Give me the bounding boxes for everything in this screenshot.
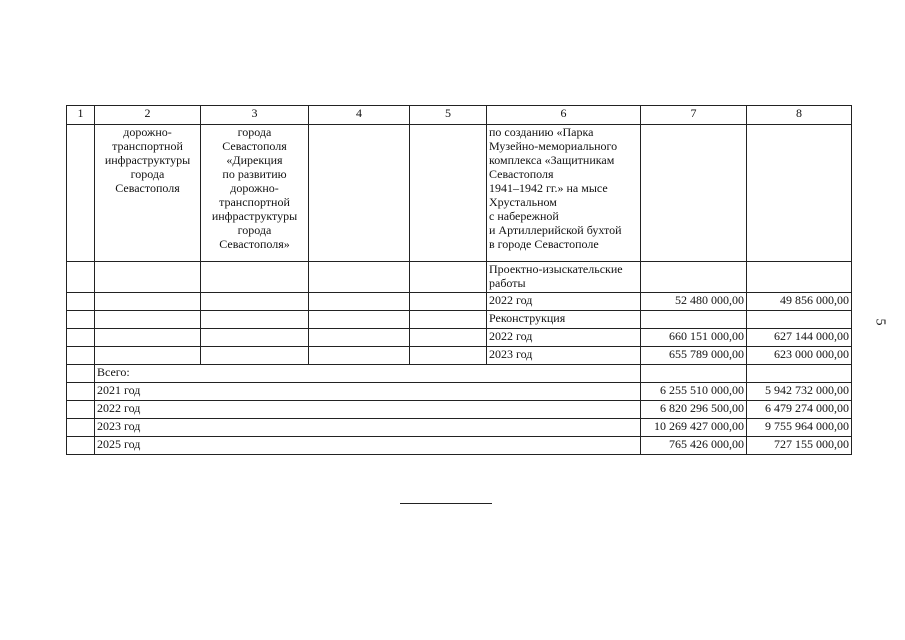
header-col-3: 3 xyxy=(201,106,309,125)
header-col-6: 6 xyxy=(487,106,641,125)
sub-row-col8 xyxy=(747,262,852,293)
total-col7: 6 255 510 000,00 xyxy=(641,383,747,401)
main-row-col8 xyxy=(747,125,852,262)
sub-row-label: 2022 год xyxy=(487,329,641,347)
sub-row-col8 xyxy=(747,311,852,329)
sub-row-col8: 49 856 000,00 xyxy=(747,293,852,311)
sub-row-col8: 623 000 000,00 xyxy=(747,347,852,365)
sub-row-label: 2022 год xyxy=(487,293,641,311)
sub-row-col7 xyxy=(641,311,747,329)
sub-row-col8: 627 144 000,00 xyxy=(747,329,852,347)
sub-row-col7: 52 480 000,00 xyxy=(641,293,747,311)
header-col-7: 7 xyxy=(641,106,747,125)
main-row-col5 xyxy=(410,125,487,262)
executor-cell: города Севастополя «Дирекция по развитию дорожно- транспортной инфраструктуры города Севастополя» xyxy=(201,125,309,262)
total-label: Всего: xyxy=(95,365,641,383)
header-col-2: 2 xyxy=(95,106,201,125)
total-year: 2022 год xyxy=(95,401,641,419)
total-row xyxy=(67,383,852,401)
header-col-1: 1 xyxy=(67,106,95,125)
total-col7: 765 426 000,00 xyxy=(641,437,747,455)
main-row-col1 xyxy=(67,125,95,262)
table-row xyxy=(67,329,852,347)
main-row xyxy=(67,125,852,262)
sub-row-col7: 660 151 000,00 xyxy=(641,329,747,347)
main-row-col7 xyxy=(641,125,747,262)
customer-cell: дорожно- транспортной инфраструктуры города Севастополя xyxy=(95,125,201,262)
total-col7: 10 269 427 000,00 xyxy=(641,419,747,437)
header-col-8: 8 xyxy=(747,106,852,125)
total-row xyxy=(67,437,852,455)
page-number: 5 xyxy=(872,318,888,326)
sub-row-label: Реконструкция xyxy=(487,311,641,329)
object-name-cell: по созданию «Парка Музейно-мемориального комплекса «Защитникам Севастополя 1941–1942 гг.» на мысе Хрустальном с набережной и Артиллерийской бухтой в городе Севастополе xyxy=(487,125,641,262)
total-header-row xyxy=(67,365,852,383)
sub-row-col7 xyxy=(641,262,747,293)
header-col-5: 5 xyxy=(410,106,487,125)
total-col8: 5 942 732 000,00 xyxy=(747,383,852,401)
table-row xyxy=(67,311,852,329)
table-row xyxy=(67,262,852,293)
total-col8: 727 155 000,00 xyxy=(747,437,852,455)
separator-line xyxy=(400,503,492,504)
total-row xyxy=(67,401,852,419)
sub-row-col7: 655 789 000,00 xyxy=(641,347,747,365)
header-row xyxy=(67,106,852,125)
total-year: 2021 год xyxy=(95,383,641,401)
table-row xyxy=(67,347,852,365)
total-col8: 6 479 274 000,00 xyxy=(747,401,852,419)
total-year: 2023 год xyxy=(95,419,641,437)
header-col-4: 4 xyxy=(309,106,410,125)
total-row xyxy=(67,419,852,437)
total-year: 2025 год xyxy=(95,437,641,455)
budget-table xyxy=(66,105,852,455)
total-col8: 9 755 964 000,00 xyxy=(747,419,852,437)
total-col7: 6 820 296 500,00 xyxy=(641,401,747,419)
main-row-col4 xyxy=(309,125,410,262)
sub-row-label: Проектно-изыскательские работы xyxy=(487,262,641,293)
table-row xyxy=(67,293,852,311)
sub-row-label: 2023 год xyxy=(487,347,641,365)
